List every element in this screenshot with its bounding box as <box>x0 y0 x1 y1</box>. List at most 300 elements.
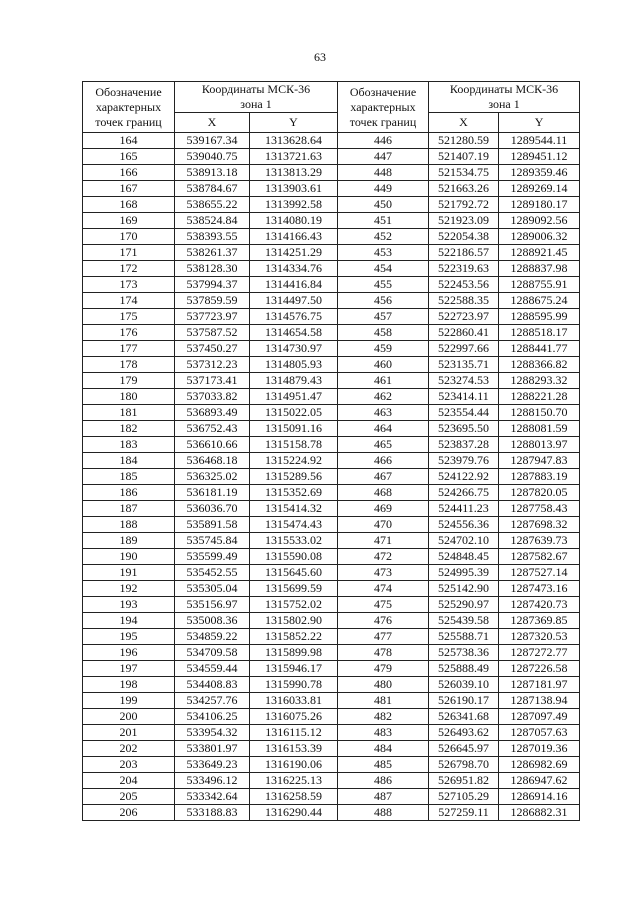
cell-point-left: 201 <box>83 725 175 741</box>
cell-x-right: 525588.71 <box>429 629 499 645</box>
cell-x-right: 524411.23 <box>429 501 499 517</box>
cell-point-right: 464 <box>338 421 429 437</box>
cell-x-left: 537587.52 <box>175 325 250 341</box>
cell-y-right: 1287639.73 <box>499 533 580 549</box>
cell-x-left: 538913.18 <box>175 165 250 181</box>
cell-y-left: 1315590.08 <box>250 549 338 565</box>
cell-y-left: 1314497.50 <box>250 293 338 309</box>
table-row <box>83 325 580 341</box>
cell-y-right: 1287820.05 <box>499 485 580 501</box>
cell-point-right: 485 <box>338 757 429 773</box>
cell-x-right: 522186.57 <box>429 245 499 261</box>
cell-point-left: 204 <box>83 773 175 789</box>
table-row <box>83 197 580 213</box>
cell-point-right: 488 <box>338 805 429 821</box>
table-row <box>83 133 580 149</box>
cell-point-left: 205 <box>83 789 175 805</box>
table-row <box>83 181 580 197</box>
cell-y-right: 1287947.83 <box>499 453 580 469</box>
table-row <box>83 341 580 357</box>
cell-y-left: 1315474.43 <box>250 517 338 533</box>
cell-point-right: 483 <box>338 725 429 741</box>
cell-x-right: 523274.53 <box>429 373 499 389</box>
table-row <box>83 693 580 709</box>
cell-x-right: 522453.56 <box>429 277 499 293</box>
cell-y-left: 1315414.32 <box>250 501 338 517</box>
cell-x-right: 526493.62 <box>429 725 499 741</box>
cell-y-left: 1316290.44 <box>250 805 338 821</box>
cell-point-right: 449 <box>338 181 429 197</box>
cell-y-right: 1287369.85 <box>499 613 580 629</box>
cell-point-right: 450 <box>338 197 429 213</box>
cell-point-right: 456 <box>338 293 429 309</box>
cell-point-right: 462 <box>338 389 429 405</box>
cell-x-left: 535452.55 <box>175 565 250 581</box>
cell-point-left: 165 <box>83 149 175 165</box>
cell-x-right: 525738.36 <box>429 645 499 661</box>
cell-y-right: 1288366.82 <box>499 357 580 373</box>
cell-point-left: 186 <box>83 485 175 501</box>
cell-x-left: 535745.84 <box>175 533 250 549</box>
cell-y-right: 1287019.36 <box>499 741 580 757</box>
cell-y-left: 1314879.43 <box>250 373 338 389</box>
table-row <box>83 421 580 437</box>
table-row <box>83 805 580 821</box>
cell-y-left: 1314080.19 <box>250 213 338 229</box>
cell-y-left: 1316258.59 <box>250 789 338 805</box>
cell-x-left: 537994.37 <box>175 277 250 293</box>
cell-point-right: 486 <box>338 773 429 789</box>
cell-y-right: 1287057.63 <box>499 725 580 741</box>
cell-y-right: 1287181.97 <box>499 677 580 693</box>
cell-x-left: 538393.55 <box>175 229 250 245</box>
cell-x-right: 524702.10 <box>429 533 499 549</box>
cell-point-left: 191 <box>83 565 175 581</box>
cell-x-right: 525888.49 <box>429 661 499 677</box>
cell-x-left: 534408.83 <box>175 677 250 693</box>
cell-x-left: 538784.67 <box>175 181 250 197</box>
coordinates-table <box>82 81 580 821</box>
cell-y-left: 1315645.60 <box>250 565 338 581</box>
cell-x-left: 539040.75 <box>175 149 250 165</box>
cell-y-left: 1314251.29 <box>250 245 338 261</box>
cell-point-right: 480 <box>338 677 429 693</box>
cell-y-right: 1286947.62 <box>499 773 580 789</box>
cell-x-left: 533188.83 <box>175 805 250 821</box>
table-row <box>83 309 580 325</box>
cell-x-right: 522860.41 <box>429 325 499 341</box>
cell-x-right: 525290.97 <box>429 597 499 613</box>
table-row <box>83 581 580 597</box>
cell-x-left: 538261.37 <box>175 245 250 261</box>
cell-x-right: 526039.10 <box>429 677 499 693</box>
table-row <box>83 389 580 405</box>
cell-point-left: 167 <box>83 181 175 197</box>
cell-x-right: 521280.59 <box>429 133 499 149</box>
table-row <box>83 565 580 581</box>
cell-x-left: 533801.97 <box>175 741 250 757</box>
cell-x-left: 536181.19 <box>175 485 250 501</box>
cell-x-left: 537450.27 <box>175 341 250 357</box>
cell-x-left: 534859.22 <box>175 629 250 645</box>
cell-point-right: 481 <box>338 693 429 709</box>
cell-y-right: 1288518.17 <box>499 325 580 341</box>
cell-point-right: 463 <box>338 405 429 421</box>
cell-point-left: 182 <box>83 421 175 437</box>
cell-x-right: 526190.17 <box>429 693 499 709</box>
cell-y-right: 1288081.59 <box>499 421 580 437</box>
table-row <box>83 533 580 549</box>
cell-y-left: 1313813.29 <box>250 165 338 181</box>
cell-point-right: 470 <box>338 517 429 533</box>
cell-y-right: 1287138.94 <box>499 693 580 709</box>
cell-point-left: 173 <box>83 277 175 293</box>
cell-point-right: 477 <box>338 629 429 645</box>
cell-y-left: 1315022.05 <box>250 405 338 421</box>
cell-y-right: 1288150.70 <box>499 405 580 421</box>
cell-y-right: 1287420.73 <box>499 597 580 613</box>
cell-y-left: 1315990.78 <box>250 677 338 693</box>
table-row <box>83 485 580 501</box>
cell-y-left: 1313721.63 <box>250 149 338 165</box>
cell-x-right: 521534.75 <box>429 165 499 181</box>
cell-x-left: 534106.25 <box>175 709 250 725</box>
cell-x-right: 521792.72 <box>429 197 499 213</box>
cell-x-left: 535891.58 <box>175 517 250 533</box>
cell-point-right: 482 <box>338 709 429 725</box>
cell-x-left: 535008.36 <box>175 613 250 629</box>
cell-y-left: 1314951.47 <box>250 389 338 405</box>
cell-x-left: 536468.18 <box>175 453 250 469</box>
cell-y-right: 1287698.32 <box>499 517 580 533</box>
table-row <box>83 261 580 277</box>
cell-point-left: 198 <box>83 677 175 693</box>
cell-y-right: 1289269.14 <box>499 181 580 197</box>
cell-point-right: 469 <box>338 501 429 517</box>
cell-y-left: 1315091.16 <box>250 421 338 437</box>
cell-y-right: 1289006.32 <box>499 229 580 245</box>
cell-x-right: 524122.92 <box>429 469 499 485</box>
cell-point-left: 200 <box>83 709 175 725</box>
table-row <box>83 213 580 229</box>
cell-point-left: 185 <box>83 469 175 485</box>
cell-x-right: 526798.70 <box>429 757 499 773</box>
cell-x-left: 533954.32 <box>175 725 250 741</box>
cell-y-right: 1288221.28 <box>499 389 580 405</box>
cell-x-left: 534559.44 <box>175 661 250 677</box>
cell-x-right: 526951.82 <box>429 773 499 789</box>
cell-x-left: 538524.84 <box>175 213 250 229</box>
cell-point-right: 472 <box>338 549 429 565</box>
cell-point-right: 471 <box>338 533 429 549</box>
coords-header-left <box>175 82 338 113</box>
cell-point-right: 478 <box>338 645 429 661</box>
cell-x-left: 534709.58 <box>175 645 250 661</box>
cell-point-right: 453 <box>338 245 429 261</box>
cell-point-left: 164 <box>83 133 175 149</box>
cell-x-right: 526645.97 <box>429 741 499 757</box>
cell-x-left: 536752.43 <box>175 421 250 437</box>
cell-y-left: 1316190.06 <box>250 757 338 773</box>
cell-y-right: 1287582.67 <box>499 549 580 565</box>
cell-x-left: 533649.23 <box>175 757 250 773</box>
cell-point-right: 451 <box>338 213 429 229</box>
cell-x-right: 522319.63 <box>429 261 499 277</box>
table-row <box>83 293 580 309</box>
cell-y-left: 1315224.92 <box>250 453 338 469</box>
cell-x-left: 537723.97 <box>175 309 250 325</box>
point-designation-header-right <box>338 82 429 133</box>
cell-point-left: 199 <box>83 693 175 709</box>
cell-point-right: 461 <box>338 373 429 389</box>
cell-point-left: 171 <box>83 245 175 261</box>
table-body <box>83 133 580 821</box>
cell-y-left: 1315158.78 <box>250 437 338 453</box>
cell-y-left: 1315752.02 <box>250 597 338 613</box>
table-row <box>83 661 580 677</box>
cell-y-right: 1287883.19 <box>499 469 580 485</box>
cell-x-right: 523554.44 <box>429 405 499 421</box>
cell-x-left: 535156.97 <box>175 597 250 613</box>
cell-y-right: 1287272.77 <box>499 645 580 661</box>
cell-y-left: 1314334.76 <box>250 261 338 277</box>
cell-y-right: 1288441.77 <box>499 341 580 357</box>
cell-point-left: 180 <box>83 389 175 405</box>
cell-x-right: 523979.76 <box>429 453 499 469</box>
cell-point-right: 458 <box>338 325 429 341</box>
table-row <box>83 613 580 629</box>
cell-point-right: 473 <box>338 565 429 581</box>
cell-x-left: 534257.76 <box>175 693 250 709</box>
cell-point-right: 467 <box>338 469 429 485</box>
cell-x-left: 533342.64 <box>175 789 250 805</box>
header-text: точек границ <box>349 114 417 129</box>
cell-x-left: 535599.49 <box>175 549 250 565</box>
table-row <box>83 149 580 165</box>
cell-y-right: 1288293.32 <box>499 373 580 389</box>
cell-y-right: 1289451.12 <box>499 149 580 165</box>
cell-x-right: 527105.29 <box>429 789 499 805</box>
cell-x-left: 536893.49 <box>175 405 250 421</box>
header-text: характерных <box>350 99 416 114</box>
cell-point-left: 206 <box>83 805 175 821</box>
cell-x-left: 539167.34 <box>175 133 250 149</box>
header-text: Обозначение <box>95 84 162 99</box>
cell-y-right: 1289359.46 <box>499 165 580 181</box>
cell-point-right: 476 <box>338 613 429 629</box>
cell-y-right: 1287758.43 <box>499 501 580 517</box>
cell-x-right: 524266.75 <box>429 485 499 501</box>
cell-y-left: 1314805.93 <box>250 357 338 373</box>
table-row <box>83 501 580 517</box>
cell-point-left: 181 <box>83 405 175 421</box>
cell-y-right: 1288595.99 <box>499 309 580 325</box>
cell-x-left: 537859.59 <box>175 293 250 309</box>
cell-y-left: 1314166.43 <box>250 229 338 245</box>
cell-y-left: 1315852.22 <box>250 629 338 645</box>
header-text: зона 1 <box>488 97 520 111</box>
cell-point-right: 459 <box>338 341 429 357</box>
cell-point-left: 195 <box>83 629 175 645</box>
cell-x-right: 524556.36 <box>429 517 499 533</box>
cell-point-right: 446 <box>338 133 429 149</box>
cell-x-right: 523695.50 <box>429 421 499 437</box>
cell-x-left: 538128.30 <box>175 261 250 277</box>
cell-y-left: 1314654.58 <box>250 325 338 341</box>
cell-y-left: 1313628.64 <box>250 133 338 149</box>
cell-y-left: 1315289.56 <box>250 469 338 485</box>
cell-point-right: 468 <box>338 485 429 501</box>
cell-y-right: 1287097.49 <box>499 709 580 725</box>
table-row <box>83 741 580 757</box>
cell-point-left: 194 <box>83 613 175 629</box>
cell-point-left: 193 <box>83 597 175 613</box>
cell-point-left: 166 <box>83 165 175 181</box>
cell-point-left: 187 <box>83 501 175 517</box>
cell-y-left: 1316075.26 <box>250 709 338 725</box>
cell-y-right: 1288921.45 <box>499 245 580 261</box>
table-row <box>83 437 580 453</box>
cell-point-left: 192 <box>83 581 175 597</box>
cell-y-right: 1288013.97 <box>499 437 580 453</box>
point-designation-header-left <box>83 82 175 133</box>
cell-y-left: 1313992.58 <box>250 197 338 213</box>
cell-point-right: 487 <box>338 789 429 805</box>
cell-point-left: 169 <box>83 213 175 229</box>
table-row <box>83 597 580 613</box>
cell-point-right: 484 <box>338 741 429 757</box>
cell-y-left: 1315946.17 <box>250 661 338 677</box>
cell-x-left: 536325.02 <box>175 469 250 485</box>
cell-x-left: 536036.70 <box>175 501 250 517</box>
x-header-right: X <box>429 113 499 133</box>
cell-point-left: 172 <box>83 261 175 277</box>
header-text: точек границ <box>95 114 162 129</box>
cell-point-right: 465 <box>338 437 429 453</box>
cell-y-right: 1289180.17 <box>499 197 580 213</box>
x-header-left: X <box>175 113 250 133</box>
cell-point-left: 188 <box>83 517 175 533</box>
cell-point-right: 447 <box>338 149 429 165</box>
table-row <box>83 709 580 725</box>
cell-point-right: 479 <box>338 661 429 677</box>
cell-x-left: 535305.04 <box>175 581 250 597</box>
cell-x-right: 523135.71 <box>429 357 499 373</box>
table-row <box>83 453 580 469</box>
cell-point-left: 168 <box>83 197 175 213</box>
header-text: Обозначение <box>349 84 417 99</box>
cell-y-left: 1315802.90 <box>250 613 338 629</box>
cell-point-left: 178 <box>83 357 175 373</box>
cell-x-right: 525142.90 <box>429 581 499 597</box>
cell-x-right: 521407.19 <box>429 149 499 165</box>
table-row <box>83 645 580 661</box>
cell-point-right: 474 <box>338 581 429 597</box>
table-row <box>83 677 580 693</box>
cell-y-left: 1314730.97 <box>250 341 338 357</box>
cell-point-left: 203 <box>83 757 175 773</box>
cell-y-left: 1316225.13 <box>250 773 338 789</box>
cell-x-left: 537173.41 <box>175 373 250 389</box>
cell-y-right: 1286982.69 <box>499 757 580 773</box>
table-row <box>83 757 580 773</box>
coords-header-right <box>429 82 580 113</box>
cell-y-left: 1315899.98 <box>250 645 338 661</box>
cell-y-right: 1288837.98 <box>499 261 580 277</box>
cell-x-right: 523837.28 <box>429 437 499 453</box>
table-row <box>83 469 580 485</box>
cell-x-right: 524995.39 <box>429 565 499 581</box>
page-number: 63 <box>314 50 326 64</box>
cell-point-right: 454 <box>338 261 429 277</box>
cell-x-right: 527259.11 <box>429 805 499 821</box>
header-text: зона 1 <box>240 97 272 111</box>
cell-x-right: 521923.09 <box>429 213 499 229</box>
cell-x-left: 533496.12 <box>175 773 250 789</box>
cell-x-right: 522054.38 <box>429 229 499 245</box>
cell-point-left: 179 <box>83 373 175 389</box>
cell-x-left: 536610.66 <box>175 437 250 453</box>
cell-point-left: 184 <box>83 453 175 469</box>
cell-y-left: 1315699.59 <box>250 581 338 597</box>
cell-y-right: 1286914.16 <box>499 789 580 805</box>
header-text: Координаты МСК-36 <box>449 82 559 96</box>
cell-point-left: 175 <box>83 309 175 325</box>
cell-x-left: 537312.23 <box>175 357 250 373</box>
cell-y-right: 1287320.53 <box>499 629 580 645</box>
cell-point-left: 183 <box>83 437 175 453</box>
cell-y-left: 1314576.75 <box>250 309 338 325</box>
cell-x-right: 524848.45 <box>429 549 499 565</box>
table-row <box>83 517 580 533</box>
cell-y-left: 1316153.39 <box>250 741 338 757</box>
cell-y-left: 1315352.69 <box>250 485 338 501</box>
cell-point-right: 455 <box>338 277 429 293</box>
y-header-left: Y <box>250 113 338 133</box>
cell-x-left: 538655.22 <box>175 197 250 213</box>
cell-point-left: 190 <box>83 549 175 565</box>
cell-point-left: 176 <box>83 325 175 341</box>
cell-y-right: 1287473.16 <box>499 581 580 597</box>
cell-y-left: 1314416.84 <box>250 277 338 293</box>
cell-y-right: 1289092.56 <box>499 213 580 229</box>
cell-y-left: 1313903.61 <box>250 181 338 197</box>
header-text: характерных <box>95 99 162 114</box>
table-row <box>83 373 580 389</box>
cell-point-left: 174 <box>83 293 175 309</box>
cell-point-left: 196 <box>83 645 175 661</box>
cell-x-right: 523414.11 <box>429 389 499 405</box>
table-row <box>83 789 580 805</box>
cell-x-right: 521663.26 <box>429 181 499 197</box>
cell-y-right: 1287226.58 <box>499 661 580 677</box>
cell-y-right: 1288675.24 <box>499 293 580 309</box>
cell-y-right: 1288755.91 <box>499 277 580 293</box>
cell-x-right: 522588.35 <box>429 293 499 309</box>
table-row <box>83 549 580 565</box>
table-row <box>83 773 580 789</box>
cell-y-right: 1286882.31 <box>499 805 580 821</box>
cell-x-right: 526341.68 <box>429 709 499 725</box>
table-row <box>83 277 580 293</box>
cell-point-right: 448 <box>338 165 429 181</box>
table-row <box>83 629 580 645</box>
cell-y-left: 1316033.81 <box>250 693 338 709</box>
cell-x-left: 537033.82 <box>175 389 250 405</box>
table-row <box>83 245 580 261</box>
cell-point-right: 475 <box>338 597 429 613</box>
cell-y-right: 1287527.14 <box>499 565 580 581</box>
